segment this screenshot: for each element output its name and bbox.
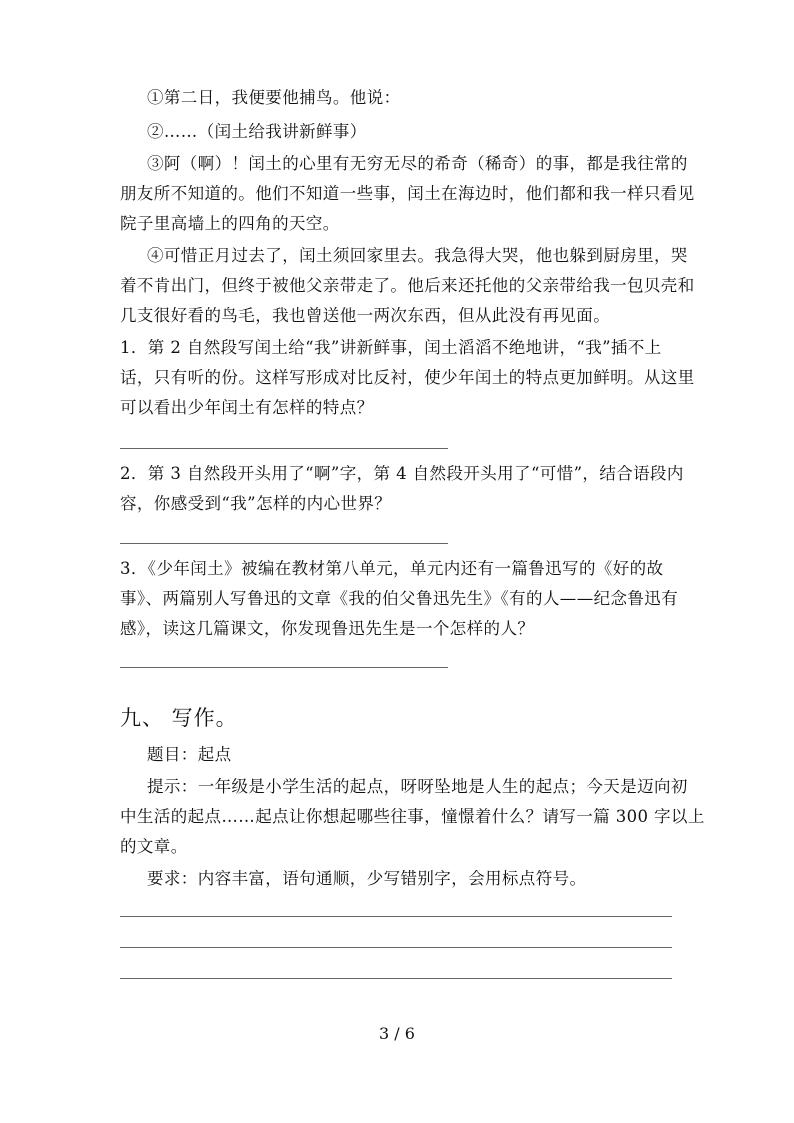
- writing-hint-line-2: 中生活的起点……起点让你想起哪些往事，憧憬着什么？请写一篇 300 字以上: [120, 807, 705, 826]
- writing-answer-line-1[interactable]: [120, 916, 672, 917]
- question-1-line-3: 可以看出少年闰土有怎样的特点？: [120, 398, 374, 417]
- writing-topic: 题目：起点: [147, 745, 232, 764]
- passage-paragraph-4-line-1: ④可惜正月过去了，闰土须回家里去。我急得大哭，他也躲到厨房里，哭: [147, 246, 688, 265]
- writing-hint-line-1: 提示：一年级是小学生活的起点，呀呀坠地是人生的起点；今天是迈向初: [147, 777, 688, 796]
- writing-answer-line-2[interactable]: [120, 947, 672, 948]
- passage-paragraph-2: ②……（闰土给我讲新鲜事）: [147, 122, 367, 141]
- writing-answer-line-3[interactable]: [120, 978, 672, 979]
- passage-paragraph-1: ①第二日，我便要他捕鸟。他说：: [147, 88, 401, 107]
- passage-paragraph-4-line-3: 几支很好看的鸟毛，我也曾送他一两次东西，但从此没有再见面。: [120, 306, 611, 325]
- page-number: 3 / 6: [379, 1024, 415, 1043]
- writing-requirement: 要求：内容丰富，语句通顺，少写错别字，会用标点符号。: [147, 869, 587, 888]
- question-1-line-2: 话，只有听的份。这样写形成对比反衬，使少年闰土的特点更加鲜明。从这里: [120, 368, 695, 387]
- question-3-line-3: 感》，读这几篇课文，你发现鲁迅先生是一个怎样的人？: [120, 619, 535, 638]
- writing-hint-line-3: 的文章。: [120, 837, 188, 856]
- question-1-line-1: 1．第 2 自然段写闰土给“我”讲新鲜事，闰土滔滔不绝地讲，“我”插不上: [120, 338, 662, 357]
- question-3-line-2: 事》、两篇别人写鲁迅的文章《我的伯父鲁迅先生》《有的人——纪念鲁迅有: [120, 589, 679, 608]
- passage-paragraph-4-line-2: 着不肯出门，但终于被他父亲带走了。他后来还托他的父亲带给我一包贝壳和: [120, 276, 695, 295]
- passage-paragraph-3-line-1: ③阿（啊）！闰土的心里有无穷无尽的希奇（稀奇）的事，都是我往常的: [147, 154, 688, 173]
- question-2-line-2: 容，你感受到“我”怎样的内心世界？: [120, 494, 392, 513]
- question-1-answer-line[interactable]: [120, 448, 448, 449]
- question-2-answer-line[interactable]: [120, 543, 448, 544]
- section-heading: 九、 写作。: [120, 706, 238, 730]
- question-3-answer-line[interactable]: [120, 667, 448, 668]
- question-3-line-1: 3．《少年闰土》被编在教材第八单元，单元内还有一篇鲁迅写的《好的故: [120, 559, 664, 578]
- passage-paragraph-3-line-2: 朋友所不知道的。他们不知道一些事，闰土在海边时，他们都和我一样只看见: [120, 184, 695, 203]
- passage-paragraph-3-line-3: 院子里高墙上的四角的天空。: [120, 214, 340, 233]
- question-2-line-1: 2．第 3 自然段开头用了“啊”字，第 4 自然段开头用了“可惜”，结合语段内: [120, 464, 684, 483]
